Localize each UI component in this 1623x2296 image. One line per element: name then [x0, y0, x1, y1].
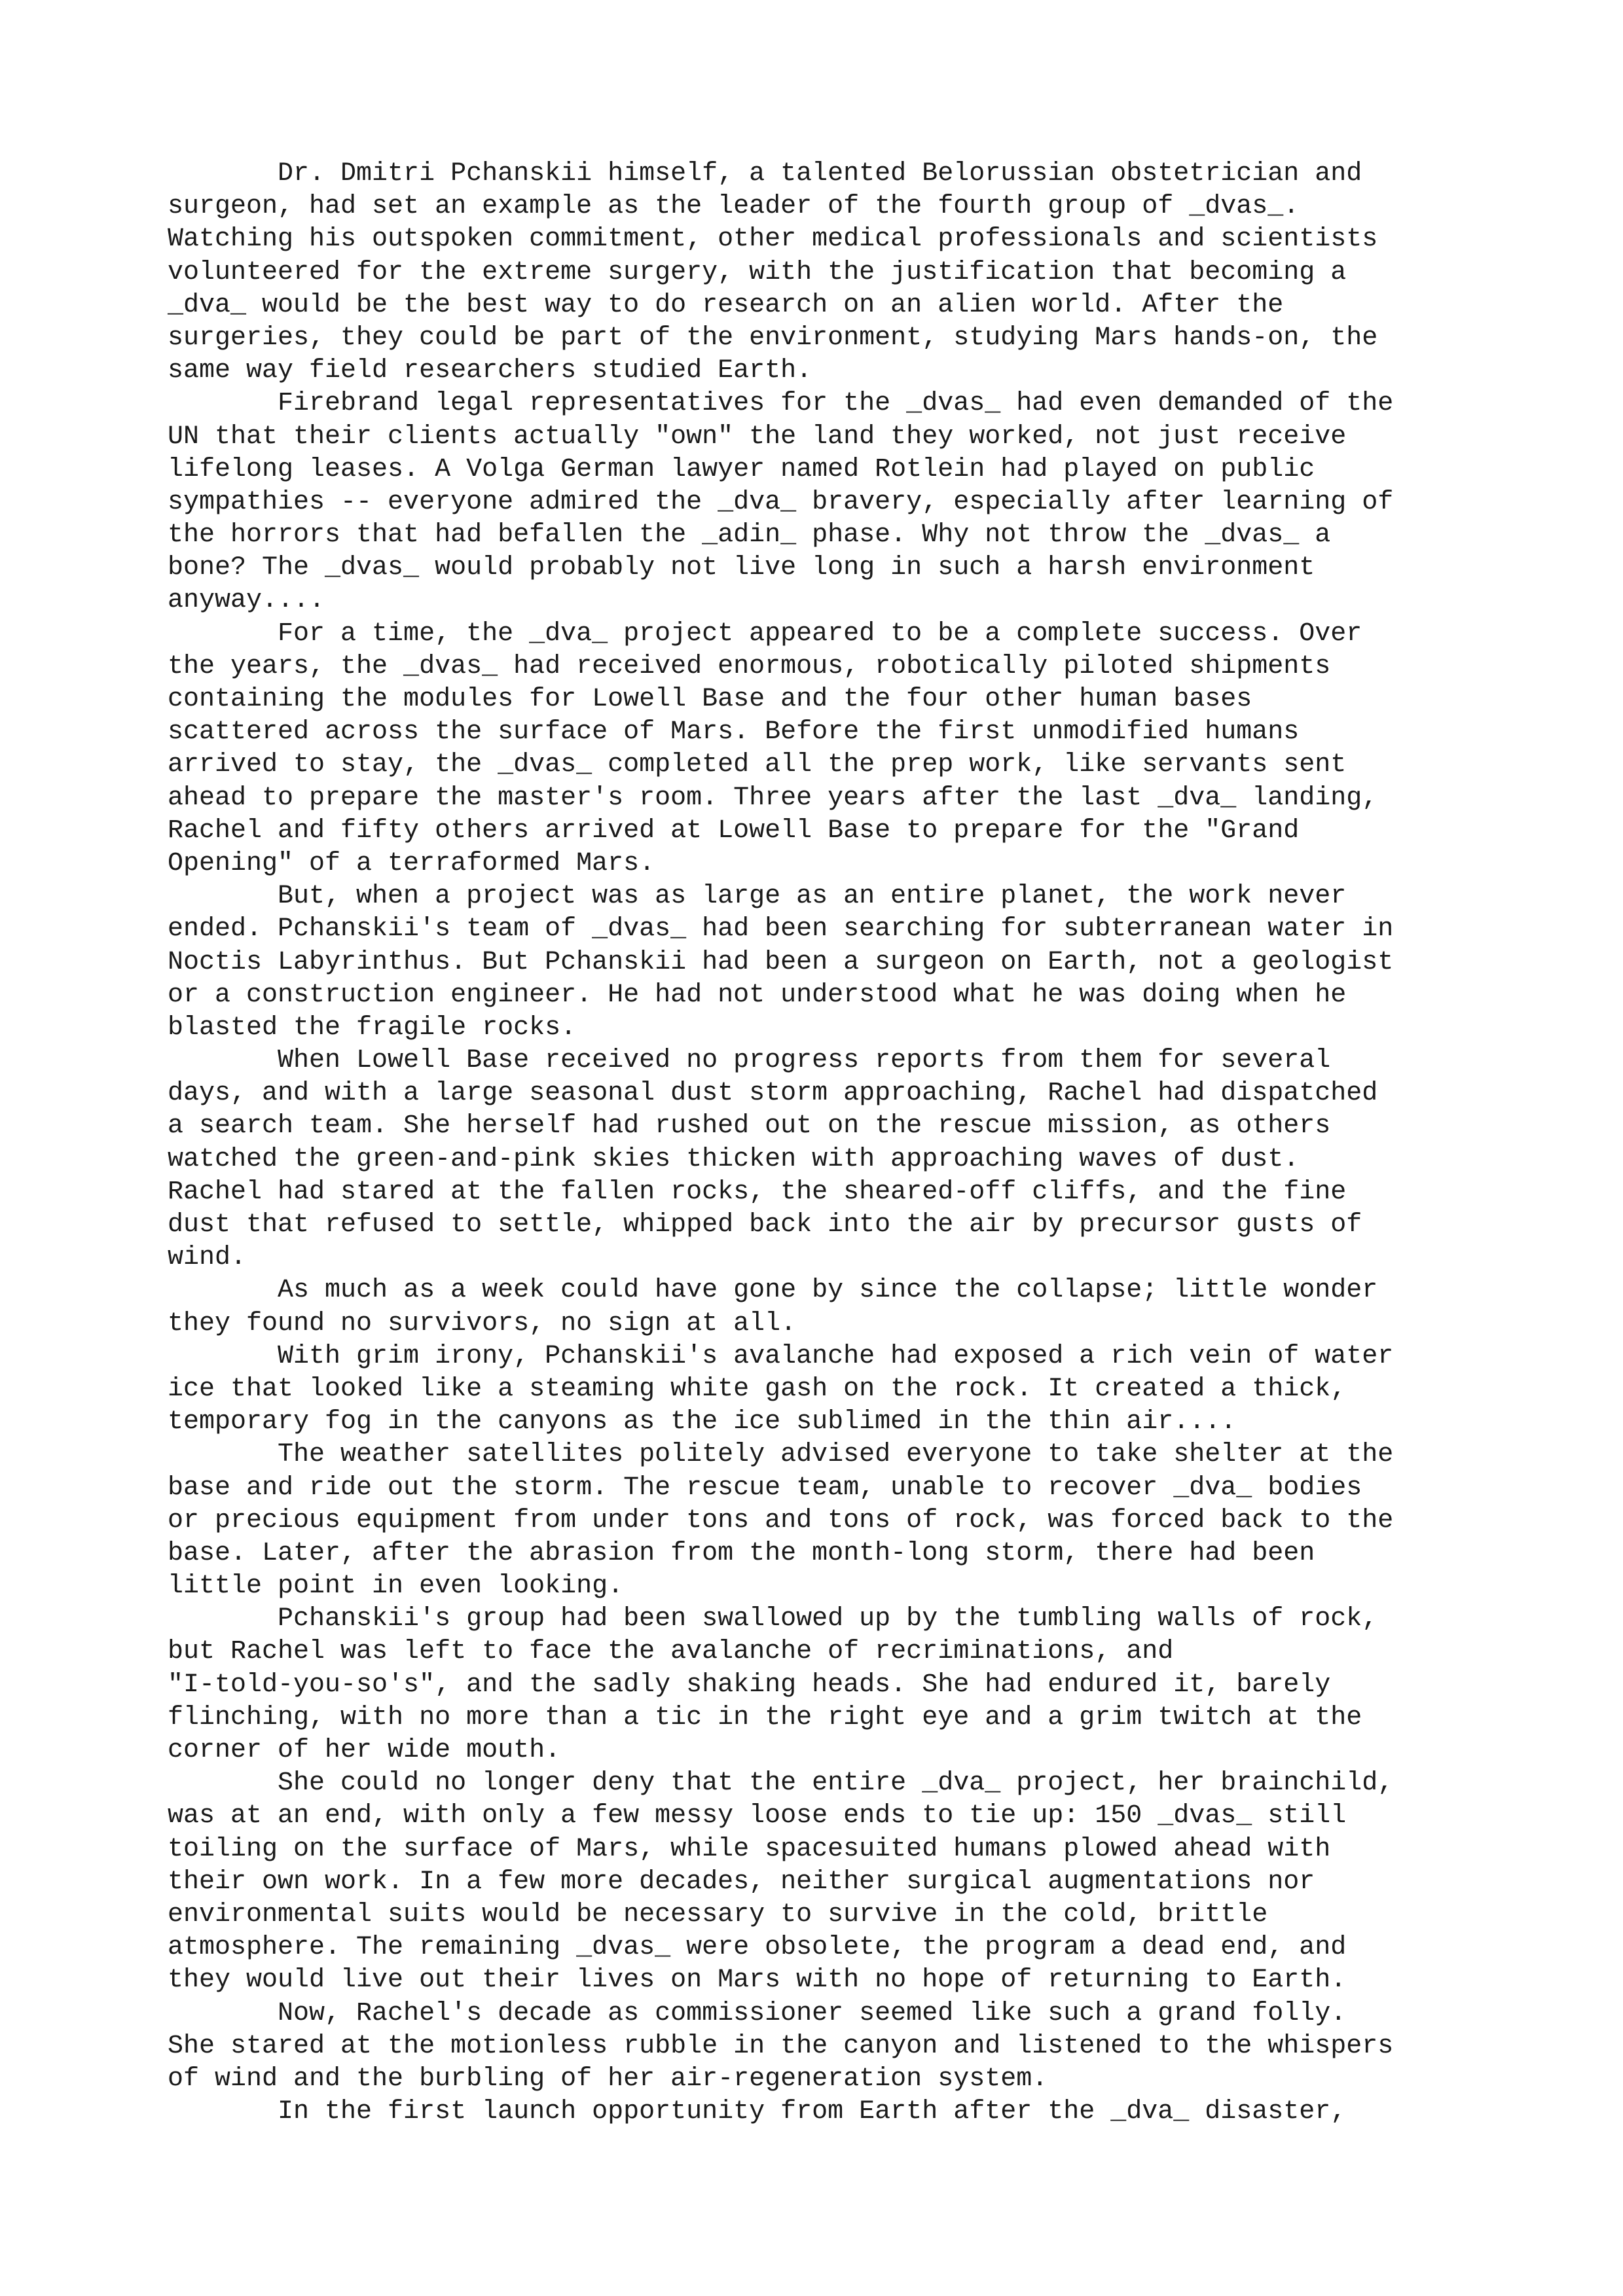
text-line: little point in even looking. — [168, 1571, 624, 1602]
text-line: they found no survivors, no sign at all. — [168, 1308, 797, 1338]
text-line: temporary fog in the canyons as the ice sublimed in the thin air.... — [168, 1407, 1237, 1437]
text-line: Now, Rachel's decade as commissioner seemed like such a grand folly. — [168, 1998, 1347, 2028]
text-line: anyway.... — [168, 586, 325, 616]
text-line: Noctis Labyrinthus. But Pchanskii had been a surgeon on Earth, not a geologist — [168, 947, 1394, 977]
text-line: toiling on the surface of Mars, while spacesuited humans plowed ahead with — [168, 1834, 1331, 1864]
text-line: UN that their clients actually "own" the land they worked, not just receive — [168, 422, 1347, 452]
text-line: dust that refused to settle, whipped back into the air by precursor gusts of — [168, 1210, 1362, 1240]
text-line: or a construction engineer. He had not understood what he was doing when he — [168, 980, 1347, 1010]
text-line: atmosphere. The remaining _dvas_ were obsolete, the program a dead end, and — [168, 1933, 1347, 1963]
text-line: a search team. She herself had rushed out on the rescue mission, as others — [168, 1111, 1331, 1141]
text-line: base and ride out the storm. The rescue team, unable to recover _dva_ bodies — [168, 1473, 1362, 1503]
text-line: Rachel and fifty others arrived at Lowell Base to prepare for the "Grand — [168, 816, 1300, 846]
text-line: As much as a week could have gone by since the collapse; little wonder — [168, 1276, 1378, 1306]
text-line: Opening" of a terraformed Mars. — [168, 848, 655, 878]
text-line: days, and with a large seasonal dust storm approaching, Rachel had dispatched — [168, 1079, 1378, 1109]
text-line: containing the modules for Lowell Base and the four other human bases — [168, 685, 1252, 714]
text-line: Firebrand legal representatives for the _dvas_ had even demanded of the — [168, 389, 1394, 419]
text-line: but Rachel was left to face the avalanche of recriminations, and — [168, 1637, 1174, 1667]
text-line: same way field researchers studied Earth. — [168, 356, 812, 386]
text-line: Dr. Dmitri Pchanskii himself, a talented Belorussian obstetrician and — [168, 159, 1362, 188]
body-text — [168, 158, 1477, 2128]
text-line: or precious equipment from under tons and tons of rock, was forced back to the — [168, 1505, 1394, 1535]
text-line: With grim irony, Pchanskii's avalanche had exposed a rich vein of water — [168, 1341, 1394, 1371]
text-line: flinching, with no more than a tic in the right eye and a grim twitch at the — [168, 1702, 1362, 1732]
text-line: scattered across the surface of Mars. Before the first unmodified humans — [168, 717, 1300, 747]
text-line: they would live out their lives on Mars with no hope of returning to Earth. — [168, 1965, 1347, 1996]
text-line: ended. Pchanskii's team of _dvas_ had been searching for subterranean water in — [168, 914, 1394, 944]
text-line: In the first launch opportunity from Earth after the _dva_ disaster, — [168, 2097, 1347, 2127]
text-line: environmental suits would be necessary to survive in the cold, brittle — [168, 1899, 1268, 1929]
text-line: their own work. In a few more decades, neither surgical augmentations nor — [168, 1867, 1315, 1897]
text-line: ahead to prepare the master's room. Three years after the last _dva_ landing, — [168, 783, 1378, 813]
text-line: wind. — [168, 1243, 247, 1273]
text-line: Rachel had stared at the fallen rocks, the sheared-off cliffs, and the fine — [168, 1177, 1347, 1207]
text-line: corner of her wide mouth. — [168, 1736, 561, 1765]
text-line: bone? The _dvas_ would probably not live long in such a harsh environment — [168, 553, 1315, 583]
text-line: ice that looked like a steaming white gash on the rock. It created a thick, — [168, 1374, 1347, 1404]
text-line: Pchanskii's group had been swallowed up by the tumbling walls of rock, — [168, 1604, 1378, 1634]
text-line: She stared at the motionless rubble in the canyon and listened to the whispers — [168, 2031, 1394, 2061]
text-line: of wind and the burbling of her air-regeneration system. — [168, 2064, 1048, 2094]
text-line: the horrors that had befallen the _adin_ phase. Why not throw the _dvas_ a — [168, 520, 1331, 550]
text-line: was at an end, with only a few messy loose ends to tie up: 150 _dvas_ still — [168, 1801, 1347, 1831]
text-line: "I-told-you-so's", and the sadly shaking heads. She had endured it, barely — [168, 1670, 1331, 1700]
text-line: sympathies -- everyone admired the _dva_ bravery, especially after learning of — [168, 487, 1394, 517]
text-line: blasted the fragile rocks. — [168, 1013, 577, 1043]
text-line: surgeries, they could be part of the environment, studying Mars hands-on, the — [168, 323, 1378, 353]
text-line: _dva_ would be the best way to do research on an alien world. After the — [168, 290, 1284, 320]
text-line: For a time, the _dva_ project appeared to be a complete success. Over — [168, 619, 1362, 649]
text-line: watched the green-and-pink skies thicken with approaching waves of dust. — [168, 1144, 1300, 1174]
text-line: base. Later, after the abrasion from the month-long storm, there had been — [168, 1538, 1315, 1568]
text-line: The weather satellites politely advised everyone to take shelter at the — [168, 1440, 1394, 1470]
text-line: When Lowell Base received no progress reports from them for several — [168, 1046, 1331, 1076]
text-line: She could no longer deny that the entire _dva_ project, her brainchild, — [168, 1768, 1394, 1799]
text-line: volunteered for the extreme surgery, with the justification that becoming a — [168, 257, 1347, 287]
text-line: surgeon, had set an example as the leader of the fourth group of _dvas_. — [168, 192, 1300, 222]
text-line: lifelong leases. A Volga German lawyer named Rotlein had played on public — [168, 454, 1315, 484]
text-line: Watching his outspoken commitment, other medical professionals and scientists — [168, 224, 1378, 255]
text-line: arrived to stay, the _dvas_ completed all the prep work, like servants sent — [168, 750, 1347, 780]
text-line: But, when a project was as large as an entire planet, the work never — [168, 882, 1347, 912]
text-line: the years, the _dvas_ had received enormous, robotically piloted shipments — [168, 651, 1331, 681]
